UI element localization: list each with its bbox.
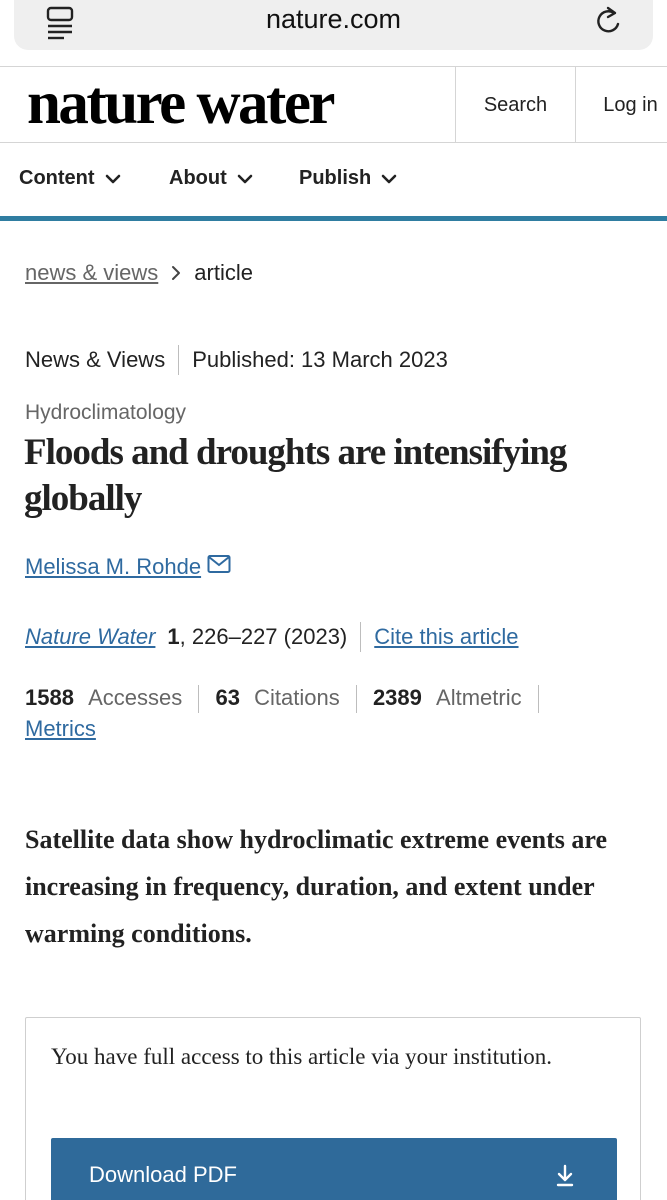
- divider: [538, 685, 539, 713]
- chevron-down-icon: [237, 173, 253, 185]
- article-title: Floods and droughts are intensifying globally: [24, 432, 567, 519]
- accesses-label: Accesses: [88, 685, 183, 710]
- url-text[interactable]: nature.com: [265, 4, 402, 34]
- institution-access-box: [25, 1017, 641, 1200]
- author: [25, 554, 231, 580]
- article-type: News & Views: [25, 347, 166, 372]
- download-pdf-label: Download PDF: [89, 1162, 237, 1187]
- search-button[interactable]: Search: [455, 67, 576, 143]
- article-standfirst: Satellite data show hydroclimatic extreme events are increasing in frequency, duration, and extent under warming conditions.: [25, 825, 607, 948]
- main-nav: [0, 143, 667, 221]
- divider: [178, 345, 179, 375]
- metrics-link[interactable]: Metrics: [25, 716, 96, 742]
- journal-link[interactable]: Nature Water: [25, 624, 156, 649]
- breadcrumb: [25, 260, 253, 286]
- divider: [198, 685, 199, 713]
- nav-publish[interactable]: [299, 167, 397, 190]
- volume: 1: [167, 624, 180, 649]
- pages-year: , 226–227 (2023): [179, 624, 348, 649]
- altmetric-score: 2389: [372, 685, 422, 710]
- cite-this-article-link[interactable]: Cite this article: [374, 624, 519, 649]
- article-meta: [25, 345, 448, 375]
- email-icon[interactable]: [207, 554, 231, 574]
- nav-about[interactable]: [169, 167, 253, 190]
- divider: [356, 685, 357, 713]
- author-link[interactable]: Melissa M. Rohde: [25, 554, 202, 579]
- nav-publish-label: Publish: [299, 167, 372, 189]
- citations-label: Citations: [254, 685, 340, 710]
- published-date: Published: 13 March 2023: [192, 347, 448, 372]
- address-bar[interactable]: [14, 0, 653, 50]
- chevron-down-icon: [105, 173, 121, 185]
- access-message: You have full access to this article via your institution.: [51, 1044, 553, 1069]
- site-header: [0, 66, 667, 143]
- site-logo[interactable]: nature water: [27, 70, 333, 137]
- nav-content-label: Content: [19, 167, 95, 189]
- citation-line: [25, 622, 519, 652]
- breadcrumb-parent-link[interactable]: news & views: [25, 260, 159, 285]
- article-subject[interactable]: Hydroclimatology: [25, 401, 187, 424]
- chevron-down-icon: [381, 173, 397, 185]
- article-metrics: [25, 682, 645, 744]
- breadcrumb-current: article: [194, 260, 253, 285]
- citations-count: 63: [215, 685, 240, 710]
- nav-content[interactable]: [19, 167, 121, 190]
- download-pdf-button[interactable]: [51, 1138, 617, 1200]
- login-button[interactable]: Log in: [603, 93, 658, 116]
- reload-icon[interactable]: [593, 4, 625, 38]
- divider: [360, 622, 361, 652]
- chevron-right-icon: [170, 265, 182, 281]
- nav-about-label: About: [169, 167, 227, 189]
- download-icon: [555, 1164, 575, 1188]
- altmetric-label: Altmetric: [436, 685, 522, 710]
- browser-bar: [0, 0, 667, 66]
- accesses-count: 1588: [25, 685, 74, 710]
